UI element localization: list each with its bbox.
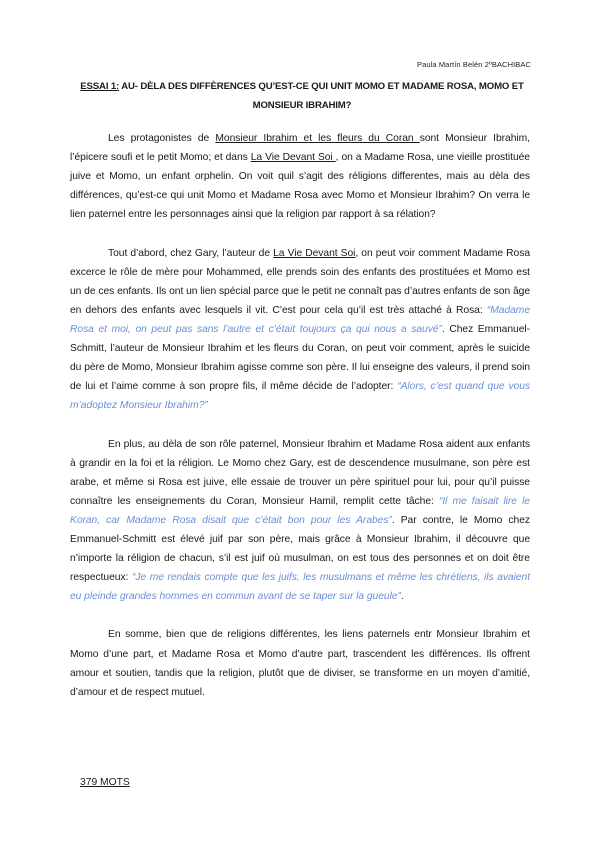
text-run: Les protagonistes de [108, 133, 216, 144]
paragraph-conclusion: En somme, bien que de religions différentes, les liens paternels entr Monsieur Ibrahim et Momo d’une part, et Madame Rosa et Momo d’autre part, trascendent les différences. Ils offrent amour et soutien, tandis que la religion, plutôt que de diviser, se transforme en un moyen d’amitié, d’amour et de respect mutuel. [70, 629, 530, 698]
quotation: “Madame Rosa et moi, on peut pas sans l’autre et c’était toujours ça qui nous a sauvé” [70, 304, 530, 335]
quotation: “Alors, c’est quand que vous m’adoptez Monsieur Ibrahim?” [70, 381, 531, 412]
word-count: 379 MOTS [80, 777, 130, 788]
quotation: “Je me rendais compte que les juifs, les musulmans et même les chrétiens, ils avaient eu pleinde grandes hommes en commun avant de se taper sur la gueule” [70, 572, 531, 603]
text-run: , on a Madame Rosa, une vieille prostituée juive et Momo, un enfant orphelin. On voit quil s’agit des réligions differentes, mais au dèla des différences, qu’est-ce qui unit Momo et Madame Rosa avec Momo et Monsieur Ibrahim? On verra le lien paternel entre les personnages ainsi que la religion par rapport à sa rélation? [70, 152, 530, 221]
text-run: . Chez Emmanuel-Schmitt, l’auteur de Monsieur Ibrahim et les fleurs du Coran, on peut voir comment, après le suicide du père de Momo, Monsieur Ibrahim agisse comme son père. Il lui enseigne des valeurs, il prend soin de lui et l’aime comme à son propre fils, il même décide de l’adopter: [70, 323, 531, 393]
essay-body [70, 129, 530, 721]
essay-title-lead: ESSAI 1: [80, 81, 120, 92]
text-run: En plus, au dèla de son rôle paternel, Monsieur Ibrahim et Madame Rosa aident aux enfants à grandir en la foi et la réligion. Le Momo chez Gary, est de descendence musulmane, son père est arabe, et même si Rosa est juive, elle essaie de trouver un père spirituel pour lui, pour qu’il puisse connaître les enseignements du Coran, Monsieur Hamil, remplit cette tâche: [70, 438, 530, 507]
author-line: Paula Martín Belén 2ºBACHIBAC [416, 60, 531, 69]
paragraph-religion [70, 435, 530, 607]
paragraph-maternal-paternal-role [70, 244, 530, 416]
quotation: “Il me faisait lire le Koran, car Madame Rosa disait que c’était bon pour les Arabes” [70, 495, 530, 526]
book-title: La Vie Devant Soi [250, 152, 336, 164]
text-run: , on peut voir comment Madame Rosa excerce le rôle de mère pour Mohammed, elle prends soin des enfants des prostituées et Momo est un de ces enfants. Ils ont un lien spécial parce que le petit ne connaît pas d’autres enfants de son âge en dehors des enfants avec lesquels il vit. C’est pour cela qu’il est très attaché à Rosa: [70, 247, 530, 316]
essay-title-text: AU- DÈLA DES DIFFÈRENCES QU’EST-CE QUI UNIT MOMO ET MADAME ROSA, MOMO ET MONSIEUR IBRAHIM? [119, 81, 524, 111]
text-run: sont Monsieur Ibrahim, l’épicere soufi et le petit Momo; et dans [70, 133, 530, 164]
text-run: . [400, 591, 404, 603]
essay-title [70, 77, 534, 115]
paragraph-introduction [70, 129, 530, 224]
text-run: . Par contre, le Momo chez Emmanuel-Schmitt est élevé juif par son père, mais grâce à Monsieur Ibrahim, il découvre que n’importe la réligion de chacun, s’il est juif où musulman, on est tous des personnes et on doit être respectueux: [70, 514, 530, 584]
book-title: Monsieur Ibrahim et les fleurs du Coran [215, 133, 420, 144]
book-title: La Vie Devant Soi [273, 247, 356, 259]
text-run: Tout d’abord, chez Gary, l’auteur de [108, 247, 274, 259]
